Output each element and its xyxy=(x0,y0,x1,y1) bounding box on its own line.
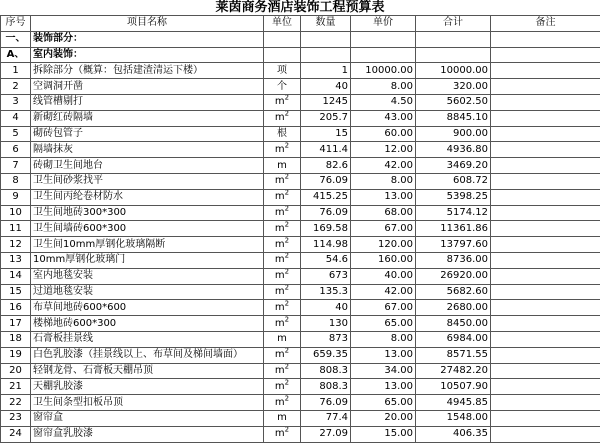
cell-price: 42.00 xyxy=(351,284,416,300)
table-row xyxy=(1,363,600,379)
header-no: 序号 xyxy=(1,16,31,32)
cell-qty: 76.09 xyxy=(301,173,351,189)
table-row xyxy=(1,173,600,189)
cell-remark xyxy=(491,316,600,332)
cell-qty: 411.4 xyxy=(301,142,351,158)
cell-total: 6984.00 xyxy=(416,331,491,347)
cell-no: A、 xyxy=(1,47,31,63)
header-name: 项目名称 xyxy=(31,16,264,32)
cell-qty: 135.3 xyxy=(301,284,351,300)
cell-unit xyxy=(264,363,301,379)
section-row xyxy=(1,47,600,63)
cell-total: 10507.90 xyxy=(416,379,491,395)
cell-name: 室内地毯安装 xyxy=(31,268,264,284)
unit-exponent: 2 xyxy=(285,284,289,292)
cell-price: 160.00 xyxy=(351,252,416,268)
cell-remark xyxy=(491,158,600,174)
cell-qty: 808.3 xyxy=(301,363,351,379)
cell-name: 天棚乳胶漆 xyxy=(31,379,264,395)
cell-remark xyxy=(491,331,600,347)
cell-total: 5602.50 xyxy=(416,94,491,110)
cell-total: 1548.00 xyxy=(416,410,491,426)
cell-qty: 114.98 xyxy=(301,237,351,253)
cell-price: 13.00 xyxy=(351,379,416,395)
cell-total: 900.00 xyxy=(416,126,491,142)
cell-name: 石膏板挂景线 xyxy=(31,331,264,347)
cell-price: 120.00 xyxy=(351,237,416,253)
header-price: 单价 xyxy=(351,16,416,32)
cell-price: 42.00 xyxy=(351,158,416,174)
cell-qty: 40 xyxy=(301,79,351,95)
table-row xyxy=(1,94,600,110)
cell-name: 隔墙抹灰 xyxy=(31,142,264,158)
unit-exponent: 2 xyxy=(285,205,289,213)
section-row xyxy=(1,31,600,47)
cell-price: 65.00 xyxy=(351,395,416,411)
cell-qty: 54.6 xyxy=(301,252,351,268)
cell-price xyxy=(351,47,416,63)
cell-no: 14 xyxy=(1,268,31,284)
cell-total xyxy=(416,47,491,63)
cell-remark xyxy=(491,284,600,300)
cell-unit: m xyxy=(264,158,301,174)
table-row xyxy=(1,379,600,395)
header-total: 合计 xyxy=(416,16,491,32)
document-title: 莱茵商务酒店装饰工程预算表 xyxy=(0,0,600,15)
cell-name: 卫生间砂浆找平 xyxy=(31,173,264,189)
cell-no: 6 xyxy=(1,142,31,158)
cell-unit xyxy=(264,173,301,189)
cell-remark xyxy=(491,300,600,316)
cell-price: 10000.00 xyxy=(351,63,416,79)
cell-price: 67.00 xyxy=(351,300,416,316)
cell-unit: 个 xyxy=(264,79,301,95)
unit-exponent: 2 xyxy=(285,316,289,324)
cell-qty: 1 xyxy=(301,63,351,79)
cell-remark xyxy=(491,47,600,63)
cell-price: 15.00 xyxy=(351,426,416,442)
cell-no: 13 xyxy=(1,252,31,268)
cell-remark xyxy=(491,205,600,221)
cell-unit xyxy=(264,47,301,63)
cell-no: 1 xyxy=(1,63,31,79)
table-row xyxy=(1,252,600,268)
unit-exponent: 2 xyxy=(285,189,289,197)
cell-name: 砖砌卫生间地台 xyxy=(31,158,264,174)
table-row xyxy=(1,426,600,442)
cell-unit xyxy=(264,237,301,253)
cell-unit xyxy=(264,205,301,221)
cell-qty: 415.25 xyxy=(301,189,351,205)
unit-base: m xyxy=(275,318,285,329)
cell-total: 8571.55 xyxy=(416,347,491,363)
cell-name: 轻钢龙骨、石膏板天棚吊顶 xyxy=(31,363,264,379)
cell-remark xyxy=(491,142,600,158)
table-row xyxy=(1,126,600,142)
table-row xyxy=(1,284,600,300)
cell-qty: 76.09 xyxy=(301,395,351,411)
cell-price: 67.00 xyxy=(351,221,416,237)
cell-qty: 76.09 xyxy=(301,205,351,221)
cell-remark xyxy=(491,173,600,189)
header-qty: 数量 xyxy=(301,16,351,32)
cell-no: 23 xyxy=(1,410,31,426)
cell-no: 12 xyxy=(1,237,31,253)
cell-qty: 169.58 xyxy=(301,221,351,237)
cell-unit xyxy=(264,189,301,205)
table-row xyxy=(1,110,600,126)
cell-remark xyxy=(491,126,600,142)
unit-base: m xyxy=(275,381,285,392)
cell-total: 5398.25 xyxy=(416,189,491,205)
cell-no: 7 xyxy=(1,158,31,174)
cell-name: 卫生间10mm厚钢化玻璃隔断 xyxy=(31,237,264,253)
cell-name: 空调洞开凿 xyxy=(31,79,264,95)
cell-qty: 205.7 xyxy=(301,110,351,126)
cell-remark xyxy=(491,426,600,442)
cell-price: 8.00 xyxy=(351,79,416,95)
cell-no: 8 xyxy=(1,173,31,189)
unit-base: m xyxy=(275,365,285,376)
unit-exponent: 2 xyxy=(285,395,289,403)
cell-no: 9 xyxy=(1,189,31,205)
cell-no: 2 xyxy=(1,79,31,95)
cell-total: 406.35 xyxy=(416,426,491,442)
cell-price: 68.00 xyxy=(351,205,416,221)
cell-no: 18 xyxy=(1,331,31,347)
cell-qty xyxy=(301,31,351,47)
cell-remark xyxy=(491,410,600,426)
cell-price: 34.00 xyxy=(351,363,416,379)
cell-price: 13.00 xyxy=(351,189,416,205)
cell-total: 8450.00 xyxy=(416,316,491,332)
cell-no: 17 xyxy=(1,316,31,332)
unit-exponent: 2 xyxy=(285,379,289,387)
cell-qty: 27.09 xyxy=(301,426,351,442)
unit-base: m xyxy=(275,175,285,186)
cell-unit: m xyxy=(264,410,301,426)
cell-no: 15 xyxy=(1,284,31,300)
unit-base: m xyxy=(275,96,285,107)
cell-remark xyxy=(491,63,600,79)
unit-base: m xyxy=(275,270,285,281)
cell-total: 8736.00 xyxy=(416,252,491,268)
cell-unit xyxy=(264,316,301,332)
table-row xyxy=(1,316,600,332)
cell-no: 20 xyxy=(1,363,31,379)
unit-exponent: 2 xyxy=(285,268,289,276)
cell-unit: 根 xyxy=(264,126,301,142)
unit-exponent: 2 xyxy=(285,142,289,150)
table-row xyxy=(1,237,600,253)
table-row xyxy=(1,158,600,174)
cell-price: 43.00 xyxy=(351,110,416,126)
cell-price: 60.00 xyxy=(351,126,416,142)
unit-base: m xyxy=(275,207,285,218)
cell-total: 3469.20 xyxy=(416,158,491,174)
cell-total: 4945.85 xyxy=(416,395,491,411)
cell-remark xyxy=(491,347,600,363)
cell-qty: 130 xyxy=(301,316,351,332)
cell-no: 10 xyxy=(1,205,31,221)
cell-total xyxy=(416,31,491,47)
cell-no: 5 xyxy=(1,126,31,142)
cell-name: 卫生间丙纶卷材防水 xyxy=(31,189,264,205)
cell-remark xyxy=(491,189,600,205)
cell-name: 装饰部分： xyxy=(31,31,264,47)
cell-unit: 项 xyxy=(264,63,301,79)
cell-remark xyxy=(491,110,600,126)
unit-base: m xyxy=(275,223,285,234)
cell-remark xyxy=(491,379,600,395)
cell-price xyxy=(351,31,416,47)
cell-unit xyxy=(264,300,301,316)
unit-base: m xyxy=(275,302,285,313)
table-row xyxy=(1,347,600,363)
cell-name: 布草间地砖600*600 xyxy=(31,300,264,316)
unit-exponent: 2 xyxy=(285,347,289,355)
unit-exponent: 2 xyxy=(285,426,289,434)
cell-qty: 77.4 xyxy=(301,410,351,426)
unit-base: m xyxy=(275,239,285,250)
cell-no: 16 xyxy=(1,300,31,316)
cell-unit xyxy=(264,110,301,126)
cell-price: 13.00 xyxy=(351,347,416,363)
cell-qty: 659.35 xyxy=(301,347,351,363)
table-row xyxy=(1,63,600,79)
unit-exponent: 2 xyxy=(285,173,289,181)
table-row xyxy=(1,79,600,95)
unit-base: m xyxy=(275,286,285,297)
cell-name: 卫生间地砖300*300 xyxy=(31,205,264,221)
table-row xyxy=(1,189,600,205)
cell-unit: m xyxy=(264,331,301,347)
cell-remark xyxy=(491,94,600,110)
cell-no: 19 xyxy=(1,347,31,363)
header-unit: 单位 xyxy=(264,16,301,32)
cell-name: 窗帘盒 xyxy=(31,410,264,426)
cell-remark xyxy=(491,395,600,411)
cell-price: 12.00 xyxy=(351,142,416,158)
header-row xyxy=(1,16,600,32)
unit-exponent: 2 xyxy=(285,110,289,118)
unit-base: m xyxy=(275,254,285,265)
cell-name: 过道地毯安装 xyxy=(31,284,264,300)
cell-no: 4 xyxy=(1,110,31,126)
unit-exponent: 2 xyxy=(285,237,289,245)
cell-unit xyxy=(264,252,301,268)
cell-name: 窗帘盒乳胶漆 xyxy=(31,426,264,442)
unit-exponent: 2 xyxy=(285,300,289,308)
cell-total: 11361.86 xyxy=(416,221,491,237)
table-row xyxy=(1,300,600,316)
cell-price: 4.50 xyxy=(351,94,416,110)
cell-qty: 40 xyxy=(301,300,351,316)
cell-name: 卫生间墙砖600*300 xyxy=(31,221,264,237)
cell-name: 线管槽剔打 xyxy=(31,94,264,110)
table-row xyxy=(1,331,600,347)
unit-exponent: 2 xyxy=(285,363,289,371)
cell-unit xyxy=(264,395,301,411)
cell-total: 5174.12 xyxy=(416,205,491,221)
cell-name: 新砌红砖隔墙 xyxy=(31,110,264,126)
cell-total: 5682.60 xyxy=(416,284,491,300)
cell-remark xyxy=(491,252,600,268)
cell-remark xyxy=(491,363,600,379)
cell-name: 室内装饰： xyxy=(31,47,264,63)
cell-qty: 873 xyxy=(301,331,351,347)
cell-remark xyxy=(491,79,600,95)
cell-qty xyxy=(301,47,351,63)
cell-price: 65.00 xyxy=(351,316,416,332)
cell-no: 22 xyxy=(1,395,31,411)
table-body xyxy=(1,31,600,442)
unit-base: m xyxy=(275,349,285,360)
header-remark: 备注 xyxy=(491,16,600,32)
cell-no: 11 xyxy=(1,221,31,237)
cell-unit xyxy=(264,94,301,110)
cell-unit xyxy=(264,142,301,158)
cell-total: 608.72 xyxy=(416,173,491,189)
cell-price: 8.00 xyxy=(351,331,416,347)
cell-remark xyxy=(491,237,600,253)
unit-base: m xyxy=(275,428,285,439)
cell-name: 拆除部分（概算：包括建渣清运下楼） xyxy=(31,63,264,79)
cell-total: 4936.80 xyxy=(416,142,491,158)
cell-remark xyxy=(491,31,600,47)
unit-base: m xyxy=(275,191,285,202)
cell-no: 24 xyxy=(1,426,31,442)
cell-total: 10000.00 xyxy=(416,63,491,79)
cell-remark xyxy=(491,268,600,284)
cell-name: 白色乳胶漆（挂景线以上、布草间及梯间墙面） xyxy=(31,347,264,363)
table-row xyxy=(1,395,600,411)
cell-total: 13797.60 xyxy=(416,237,491,253)
cell-name: 卫生间条型扣板吊顶 xyxy=(31,395,264,411)
cell-qty: 82.6 xyxy=(301,158,351,174)
unit-base: m xyxy=(275,397,285,408)
cell-unit xyxy=(264,268,301,284)
cell-remark xyxy=(491,221,600,237)
cell-total: 320.00 xyxy=(416,79,491,95)
table-row xyxy=(1,268,600,284)
cell-price: 20.00 xyxy=(351,410,416,426)
cell-name: 砌砖包管子 xyxy=(31,126,264,142)
cell-price: 8.00 xyxy=(351,173,416,189)
cell-total: 26920.00 xyxy=(416,268,491,284)
table-row xyxy=(1,205,600,221)
cell-unit xyxy=(264,379,301,395)
table-row xyxy=(1,410,600,426)
cell-unit xyxy=(264,426,301,442)
unit-exponent: 2 xyxy=(285,221,289,229)
cell-qty: 673 xyxy=(301,268,351,284)
cell-total: 27482.20 xyxy=(416,363,491,379)
cell-qty: 1245 xyxy=(301,94,351,110)
cell-total: 2680.00 xyxy=(416,300,491,316)
cell-name: 楼梯地砖600*300 xyxy=(31,316,264,332)
budget-table xyxy=(0,15,600,443)
table-row xyxy=(1,221,600,237)
cell-name: 10mm厚钢化玻璃门 xyxy=(31,252,264,268)
table-row xyxy=(1,142,600,158)
cell-qty: 808.3 xyxy=(301,379,351,395)
cell-total: 8845.10 xyxy=(416,110,491,126)
cell-no: 一、 xyxy=(1,31,31,47)
cell-qty: 15 xyxy=(301,126,351,142)
unit-exponent: 2 xyxy=(285,94,289,102)
cell-unit xyxy=(264,221,301,237)
cell-unit xyxy=(264,31,301,47)
unit-base: m xyxy=(275,144,285,155)
cell-unit xyxy=(264,347,301,363)
cell-no: 3 xyxy=(1,94,31,110)
cell-no: 21 xyxy=(1,379,31,395)
unit-base: m xyxy=(275,112,285,123)
cell-unit xyxy=(264,284,301,300)
cell-price: 40.00 xyxy=(351,268,416,284)
unit-exponent: 2 xyxy=(285,252,289,260)
